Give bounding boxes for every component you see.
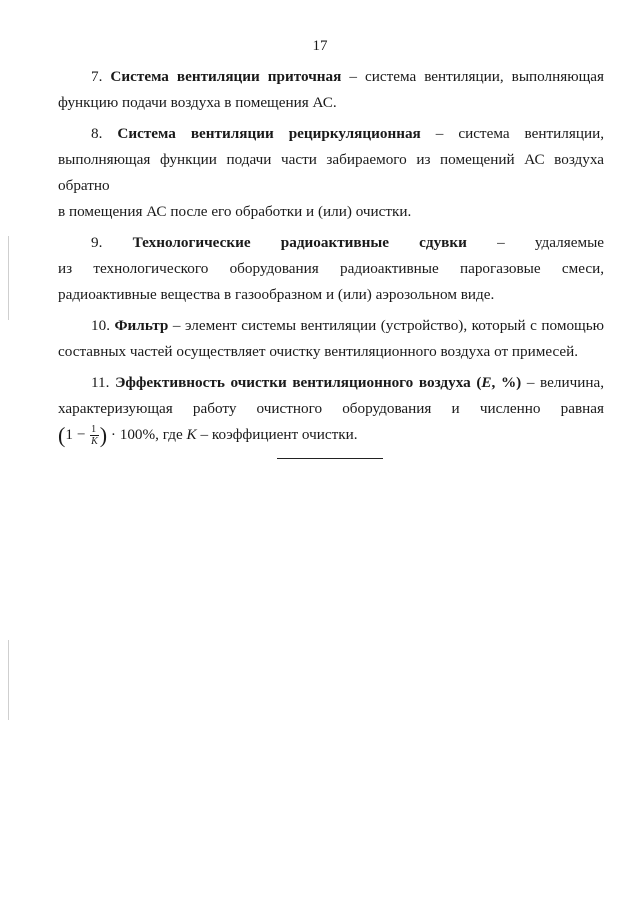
definition-11-term-tail: , %) xyxy=(491,374,522,391)
definition-11-formula xyxy=(58,422,604,448)
definition-11-text-2: характеризующая работу очистного оборудования и численно равная xyxy=(58,400,604,417)
definition-10 xyxy=(58,313,604,365)
document-body xyxy=(58,64,604,453)
definition-8-number: 8. xyxy=(91,125,103,142)
definition-8-term: Система вентиляции рециркуляционная xyxy=(117,125,421,142)
definition-7 xyxy=(58,64,604,116)
formula-tail-b: – коэффициент очистки. xyxy=(196,426,358,443)
definition-8-line-1 xyxy=(58,121,604,147)
definition-7-text-2: функцию подачи воздуха в помещения АС. xyxy=(58,94,337,111)
definition-11 xyxy=(58,370,604,448)
definition-7-text-1: – система вентиляции, выполняющая xyxy=(349,68,605,85)
definition-8-text-1: – система вентиляции, xyxy=(435,125,605,142)
end-separator-line xyxy=(277,458,383,459)
definition-10-line-1 xyxy=(58,313,604,339)
definition-10-number: 10. xyxy=(91,317,110,334)
definition-11-line-1 xyxy=(58,370,604,396)
formula-close-paren: ) xyxy=(99,422,108,448)
scan-margin-mark xyxy=(8,236,9,320)
definition-9 xyxy=(58,230,604,308)
definition-9-text-3: радиоактивные вещества в газообразном и (или) аэрозольном виде. xyxy=(58,286,495,303)
formula-var-k: K xyxy=(186,426,197,443)
formula-fraction xyxy=(90,424,99,447)
page-number: 17 xyxy=(312,38,328,54)
definition-11-text-1: – величина, xyxy=(526,374,605,391)
definition-11-number: 11. xyxy=(91,374,110,391)
definition-10-text-1: – элемент системы вентиляции (устройство), который с помощью xyxy=(172,317,605,334)
definition-7-line-1 xyxy=(58,64,604,90)
definition-10-term: Фильтр xyxy=(114,317,169,334)
definition-8-text-2: выполняющая функции подачи части забираемого из помещений АС воздуха обратно xyxy=(58,151,604,194)
definition-7-term: Система вентиляции приточная xyxy=(110,68,342,85)
definition-7-number: 7. xyxy=(91,68,103,85)
definition-9-text-1: – удаляемые xyxy=(497,234,605,251)
scan-margin-mark xyxy=(8,640,9,720)
formula-tail-a: · 100%, где xyxy=(107,426,187,443)
definition-9-term: Технологические радиоактивные сдувки xyxy=(132,234,467,251)
formula-open-paren: ( xyxy=(58,422,66,448)
definition-9-text-2: из технологического оборудования радиоактивные парогазовые смеси, xyxy=(58,260,604,277)
definition-8-text-3: в помещения АС после его обработки и (или) очистки. xyxy=(58,203,412,220)
definition-11-term-var: E xyxy=(481,374,492,391)
definition-10-text-2: составных частей осуществляет очистку вентиляционного воздуха от примесей. xyxy=(58,343,579,360)
formula-one-minus: 1 − xyxy=(65,426,86,443)
formula-fraction-denominator: K xyxy=(91,436,98,448)
definition-11-term-text: Эффективность очистки вентиляционного воздуха ( xyxy=(115,374,482,391)
definition-8 xyxy=(58,121,604,225)
formula-fraction-numerator: 1 xyxy=(90,424,99,436)
definition-9-number: 9. xyxy=(91,234,103,251)
definition-9-line-1 xyxy=(58,230,604,256)
definition-11-term xyxy=(115,374,521,391)
